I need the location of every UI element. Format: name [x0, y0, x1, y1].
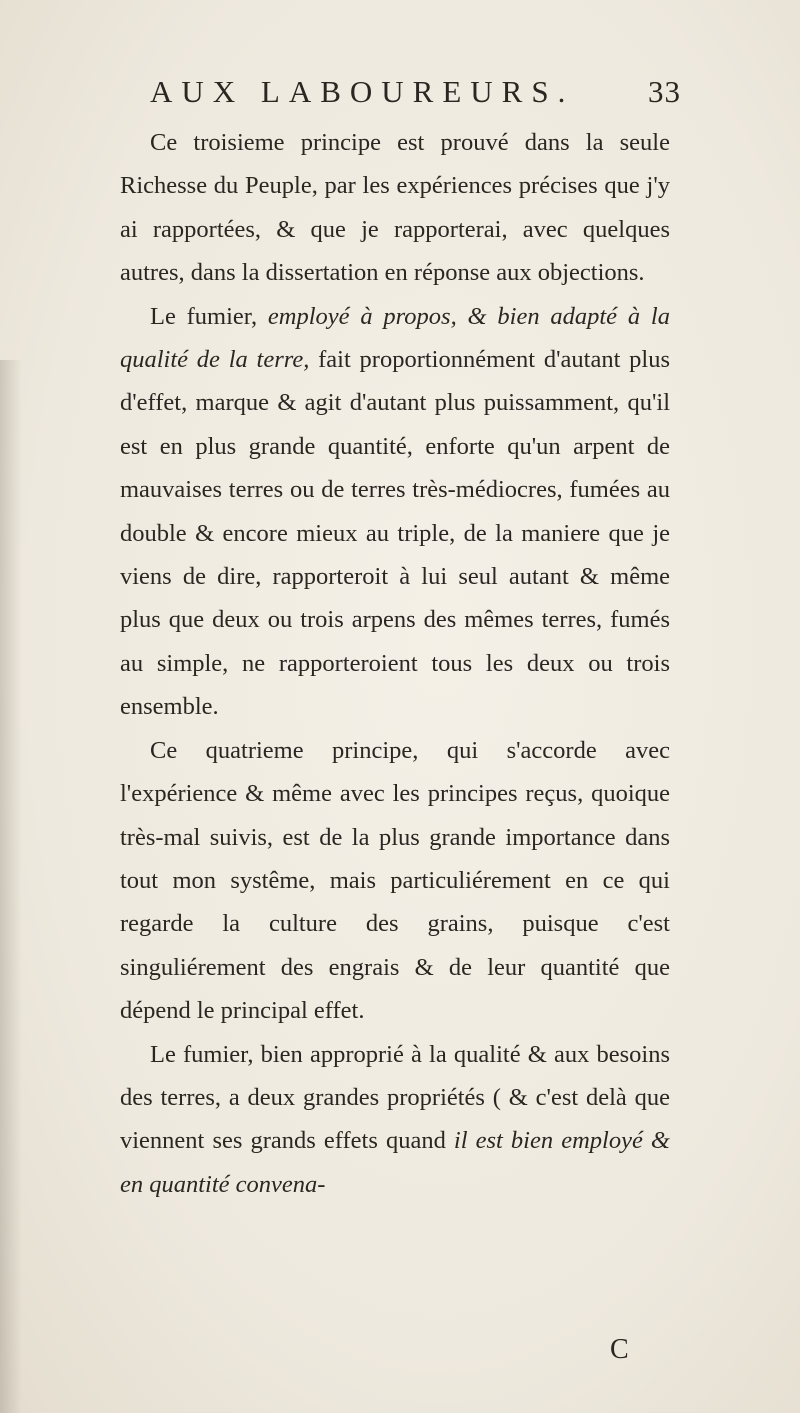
- signature-mark: C: [610, 1334, 629, 1365]
- running-header: [150, 72, 681, 112]
- paragraph-text: Ce troisieme principe est prouvé dans la seule Richesse du Peuple, par les expériences précises que j'y ai rapportées, & que je rapporterai, avec quelques autres, dans la dissertation en réponse aux objections.: [120, 129, 670, 287]
- running-title: AUX LABOUREURS.: [150, 74, 575, 109]
- page-spine-shadow: [0, 360, 22, 1413]
- italic-text: il est bien employé & en quantité convena-: [120, 1127, 670, 1198]
- paragraph: [120, 1033, 670, 1207]
- paragraph: [120, 121, 670, 295]
- italic-text: employé à propos, & bien adapté à la qualité de la terre,: [120, 302, 670, 374]
- paragraph-text: Ce quatrieme principe, qui s'accorde avec l'expérience & même avec les principes reçus, quoique très-mal suivis, est de la plus grande importance dans tout mon systême, mais particuliérement en ce qui regarde la culture des grains, puisque c'est singuliérement des engrais & de leur quantité que dépend le principal effet.: [120, 736, 670, 1025]
- paragraph: [120, 295, 670, 729]
- page-number: 33: [648, 74, 681, 109]
- paragraph-text: Le fumier,: [150, 302, 268, 330]
- paragraph-text: Le fumier, bien approprié à la qualité & aux besoins des terres, a deux grandes propriétés ( & c'est delà que viennent ses grands effets quand: [120, 1040, 670, 1155]
- paragraph: [120, 729, 670, 1033]
- paragraph-text: fait proportionnément d'autant plus d'effet, marque & agit d'autant plus puissamment, qu'il est en plus grande quantité, enforte qu'un arpent de mauvaises terres ou de terres très-médiocres, fumées au double & encore mieux au triple, de la maniere que je viens de dire, rapporteroit à lui seul autant & même plus que deux ou trois arpens des mêmes terres, fumés au simple, ne rapporteroient tous les deux ou trois ensemble.: [120, 346, 670, 721]
- body-text: [120, 121, 670, 1206]
